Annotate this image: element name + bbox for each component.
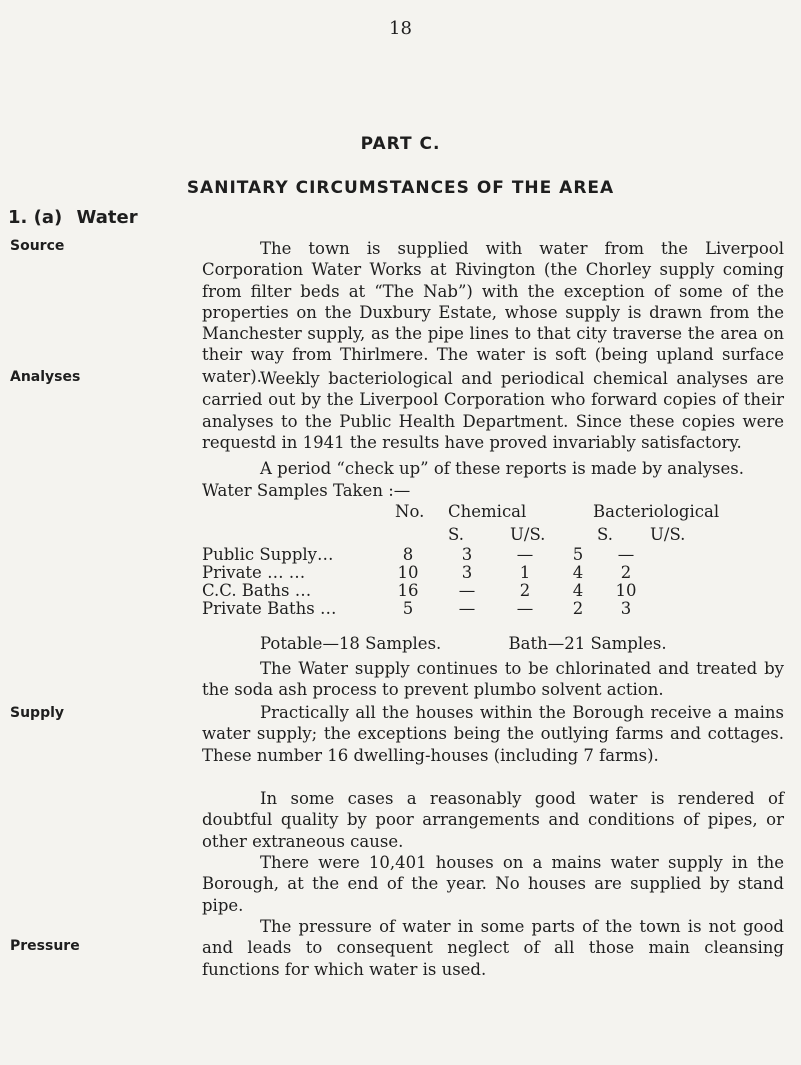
cell-no: 8 (402, 545, 414, 564)
sidebar-label-supply: Supply (10, 705, 65, 721)
sidebar-label-pressure: Pressure (10, 938, 80, 954)
column-header-no: No. (395, 502, 425, 521)
potable-samples: Potable—18 Samples. (260, 634, 442, 653)
heading-number: 1. (a) (8, 207, 63, 228)
cell-bacteriological-us: 10 (615, 581, 637, 600)
bath-samples: Bath—21 Samples. (508, 634, 667, 653)
samples-label: Water Samples Taken :— (202, 481, 411, 500)
cell-bacteriological-s: 4 (572, 563, 584, 582)
row-label: Public Supply… (202, 545, 334, 564)
cell-no: 16 (397, 581, 419, 600)
subheader-bacteriological-us: U/S. (650, 525, 686, 544)
cell-chemical-us: — (516, 545, 534, 564)
sidebar-label-source: Source (10, 238, 65, 254)
cell-chemical-us: — (516, 599, 534, 618)
column-header-chemical: Chemical (448, 502, 527, 521)
paragraph-doubtful: In some cases a reasonably good water is rendered of doubtful quality by poor arrangements and conditions of pipes, or other extraneous cause. (202, 789, 784, 851)
cell-bacteriological-us: 3 (620, 599, 632, 618)
cell-no: 5 (402, 599, 414, 618)
row-label: Private … … (202, 563, 306, 582)
cell-bacteriological-us: 2 (620, 563, 632, 582)
paragraph-houses: There were 10,401 houses on a mains water supply in the Borough, at the end of the year. No houses are supplied by stand pipe. (202, 853, 784, 915)
paragraph-check-up: A period “check up” of these reports is made by analyses. (260, 459, 744, 478)
page-number: 18 (389, 18, 412, 39)
table-row (202, 600, 650, 618)
paragraph-pressure: The pressure of water in some parts of the town is not good and leads to consequent neglect of all those main cleansing functions for which water is used. (202, 917, 784, 979)
paragraph-supply-mains: Practically all the houses within the Borough receive a mains water supply; the exceptions being the outlying farms and cottages. These number 16 dwelling-houses (including 7 farms). (202, 703, 784, 765)
table-row (202, 582, 650, 600)
cell-bacteriological-us: — (617, 545, 635, 564)
column-header-bacteriological: Bacteriological (593, 502, 720, 521)
samples-summary (260, 634, 667, 653)
cell-bacteriological-s: 5 (572, 545, 584, 564)
paragraph-chlorinated: The Water supply continues to be chlorinated and treated by the soda ash process to prevent plumbo solvent action. (202, 659, 784, 700)
paragraph-source: The town is supplied with water from the Liverpool Corporation Water Works at Rivington (the Chorley supply coming from filter beds at “The Nab”) with the exception of some of the properties on the Duxbury Estate, whose supply is drawn from the Manchester supply, as the pipe lines to that city traverse the area on their way from Thirlmere. The water is soft (being upland surface water). (202, 239, 784, 386)
section-title: SANITARY CIRCUMSTANCES OF THE AREA (186, 178, 615, 198)
cell-chemical-s: — (458, 581, 476, 600)
subheader-chemical-s: S. (448, 525, 464, 544)
cell-chemical-s: 3 (461, 563, 473, 582)
cell-chemical-us: 2 (519, 581, 531, 600)
sidebar-label-analyses: Analyses (10, 369, 81, 385)
section-heading (8, 207, 138, 228)
table-row (202, 564, 650, 582)
row-label: C.C. Baths … (202, 581, 312, 600)
cell-bacteriological-s: 2 (572, 599, 584, 618)
table-row (202, 546, 650, 564)
cell-chemical-us: 1 (519, 563, 531, 582)
heading-title: Water (76, 207, 138, 228)
cell-chemical-s: — (458, 599, 476, 618)
water-samples-table (202, 546, 650, 618)
cell-no: 10 (397, 563, 419, 582)
subheader-chemical-us: U/S. (510, 525, 546, 544)
cell-bacteriological-s: 4 (572, 581, 584, 600)
paragraph-analyses: Weekly bacteriological and periodical chemical analyses are carried out by the Liverpool Corporation who forward copies of their analyses to the Public Health Department. Since these copies were requestd in 1941 the results have proved invariably satisfactory. (202, 369, 784, 452)
row-label: Private Baths … (202, 599, 337, 618)
cell-chemical-s: 3 (461, 545, 473, 564)
subheader-bacteriological-s: S. (597, 525, 613, 544)
part-title: PART C. (360, 134, 441, 154)
